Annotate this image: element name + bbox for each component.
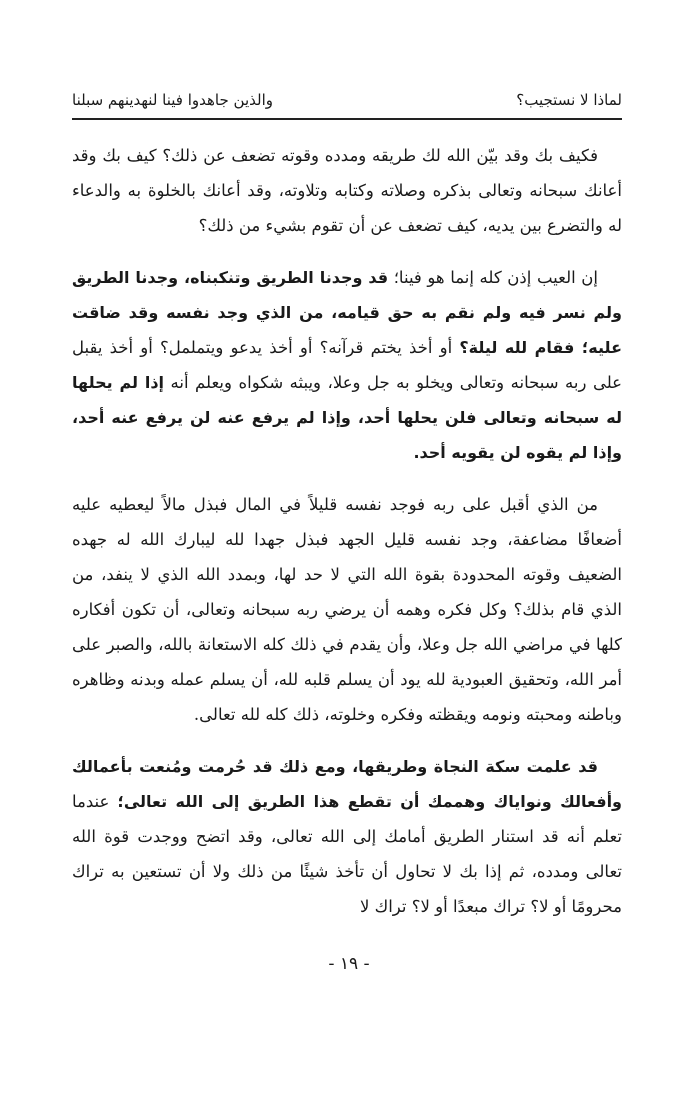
paragraph-1 bbox=[72, 138, 622, 243]
bold-text-run: قد علمت سكة النجاة وطريقها، ومع ذلك قد حُرمت ومُنعت بأعمالك وأفعالك ونواياك وهممك أن تقطع هذا الطريق إلى الله تعالى؛ bbox=[72, 757, 622, 811]
paragraph-3 bbox=[72, 487, 622, 732]
running-header bbox=[72, 86, 622, 116]
bold-text-run: إذا لم يحلها له سبحانه وتعالى فلن يحلها أحد، وإذا لم يرفع عنه لن يرفع عنه أحد، وإذا لم يقوه لن يقويه أحد. bbox=[72, 373, 622, 462]
text-run: من الذي أقبل على ربه فوجد نفسه قليلاً في المال فبذل مالاً ليعطيه عليه أضعافًا مضاعفة، وجد نفسه قليل الجهد فبذل جهدا لله ليبارك الله له جهده الضعيف وقوته المحدودة بقوة الله التي لا حد لها، وبمدد الله الذي لا ينفد، من الذي قام بذلك؟ وكل فكره وهمه أن يرضي ربه سبحانه وتعالى، أن تكون أفكاره كلها في مراضي الله جل وعلا، وأن يقدم في ذلك كله الاستعانة بالله، والصبر على أمر الله، وتحقيق العبودية لله يود أن يسلم قلبه لله، أن يسلم عمله وبدنه وظاهره وباطنه ومحبته ونومه ويقظته وفكره وخلوته، ذلك كله لله تعالى. bbox=[72, 495, 622, 724]
header-book-title: لماذا لا نستجيب؟ bbox=[516, 91, 622, 109]
paragraph-4 bbox=[72, 749, 622, 924]
page-body bbox=[72, 138, 622, 924]
page-number: - ١٩ - bbox=[328, 954, 370, 974]
bold-text-run: قد وجدنا الطريق وتنكبناه، وجدنا الطريق ولم نسر فيه ولم نقم به حق قيامه، من الذي وجد نفسه وقد ضاقت عليه؛ فقام لله ليلة؟ bbox=[72, 268, 623, 357]
header-rule bbox=[72, 118, 622, 120]
text-run: أو أخذ يختم قرآنه؟ أو أخذ يدعو ويتململ؟ أو أخذ يقبل على ربه سبحانه وتعالى ويخلو به جل وعلا، ويبثه شكواه ويعلم أنه bbox=[72, 338, 622, 392]
text-run: فكيف بك وقد بيّن الله لك طريقه ومدده وقوته تضعف عن ذلك؟ كيف بك وقد أعانك سبحانه وتعالى بذكره وصلاته وكتابه وتلاوته، وقد أعانك بالخلوة به والدعاء له والتضرع بين يديه، كيف تضعف عن أن تقوم بشيء من ذلك؟ bbox=[72, 146, 622, 235]
header-verse: والذين جاهدوا فينا لنهدينهم سبلنا bbox=[72, 91, 273, 109]
text-run: عندما تعلم أنه قد استنار الطريق أمامك إلى الله تعالى، وقد اتضح ووجدت قوة الله تعالى ومدده، ثم إذا بك لا تحاول أن تأخذ شيئًا من ذلك ولا أن تستعين به تراك محرومًا أو لا؟ تراك مبعدًا أو لا؟ تراك لا bbox=[72, 792, 622, 916]
text-run: إن العيب إذن كله إنما هو فينا؛ bbox=[388, 268, 599, 287]
paragraph-2 bbox=[72, 260, 622, 470]
